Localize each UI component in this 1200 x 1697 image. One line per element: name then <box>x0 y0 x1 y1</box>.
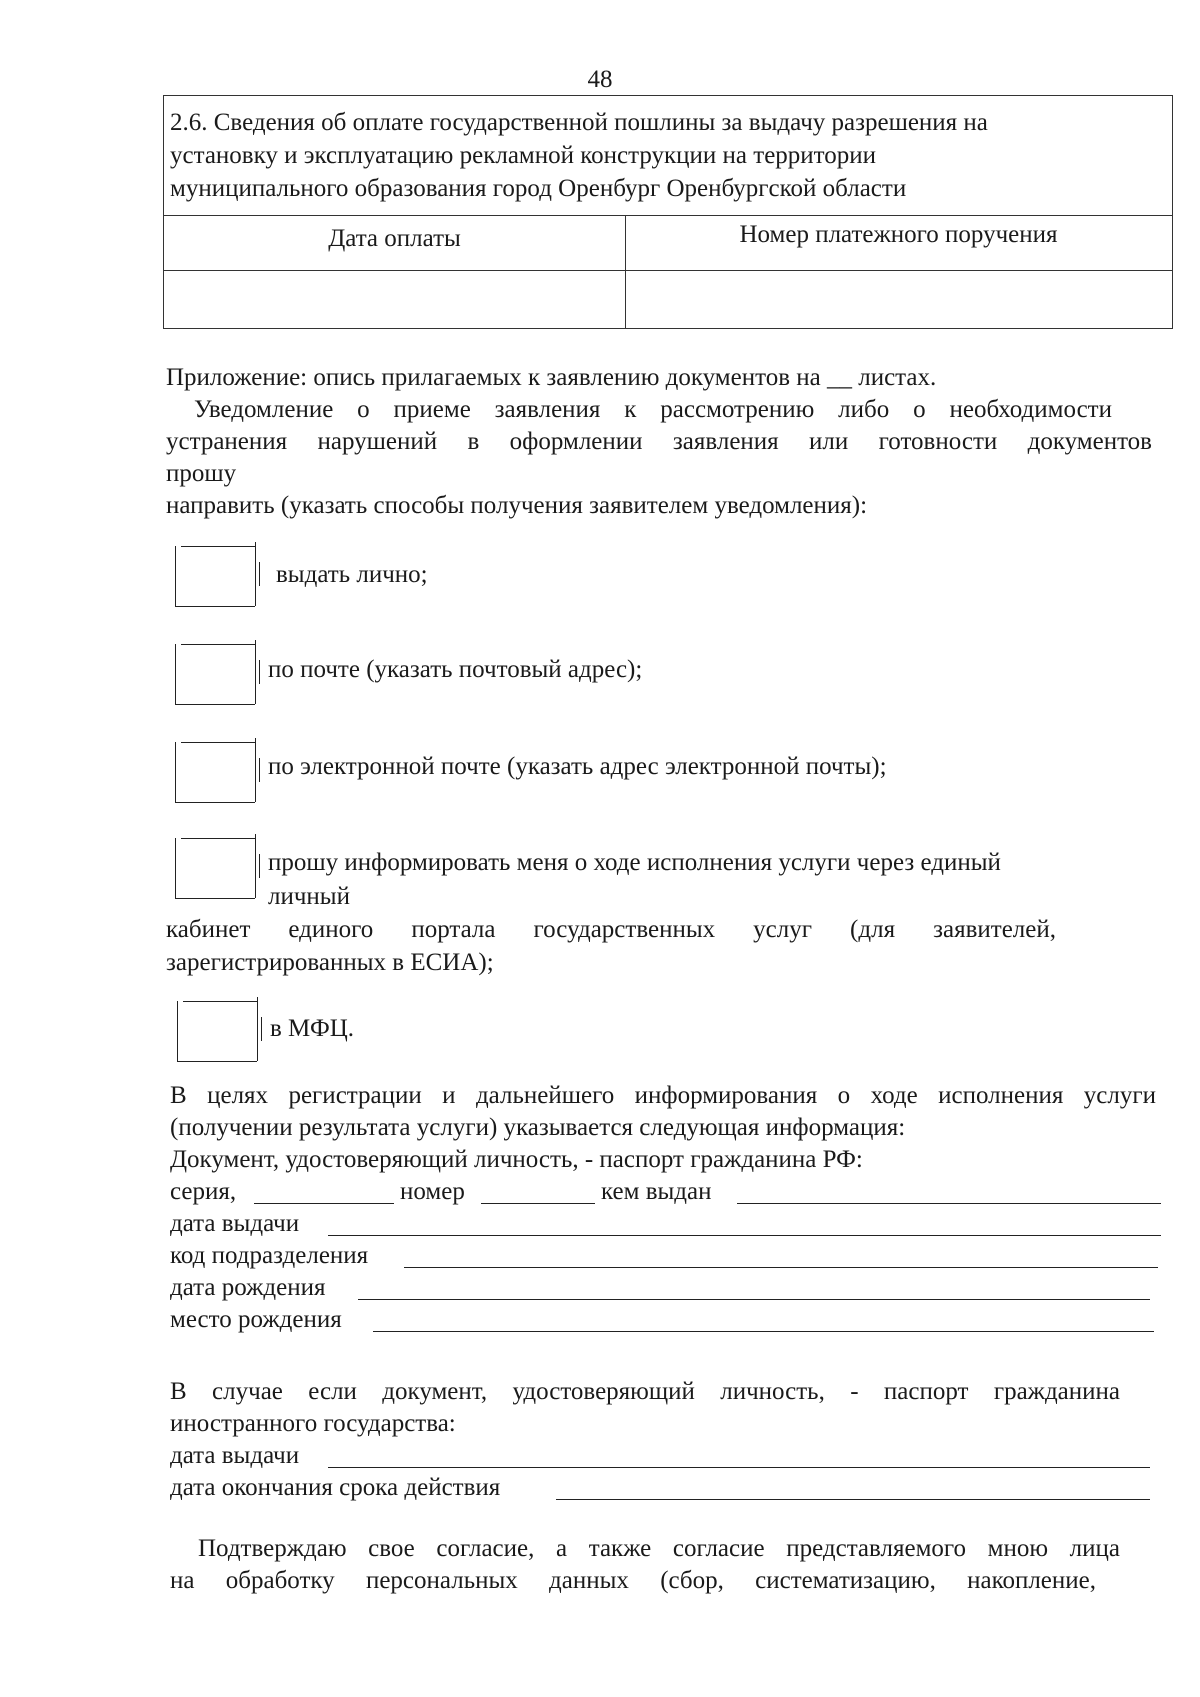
payment-table <box>163 95 1173 329</box>
section-line: установку и эксплуатацию рекламной конструкции на территории <box>170 142 877 169</box>
section-line: 2.6. Сведения об оплате государственной пошлины за выдачу разрешения на <box>170 109 988 136</box>
series-field[interactable] <box>254 1203 394 1204</box>
notice-line: устранения нарушений в оформлении заявления или готовности документов <box>166 428 1152 455</box>
notice-line: Уведомление о приеме заявления к рассмотрению либо о необходимости <box>194 396 1112 423</box>
foreign-issue-date-field[interactable] <box>328 1467 1150 1468</box>
option-portal-label: личный <box>268 883 350 910</box>
number-field[interactable] <box>481 1203 595 1204</box>
checkbox-personal[interactable] <box>175 542 259 608</box>
notice-line: направить (указать способы получения заявителем уведомления): <box>166 492 868 519</box>
registration-line: Документ, удостоверяющий личность, - паспорт гражданина РФ: <box>170 1146 863 1173</box>
checkbox-portal[interactable] <box>175 834 259 900</box>
birth-date-field[interactable] <box>358 1299 1150 1300</box>
table-divider <box>164 270 1172 271</box>
col-header-payment-order-number: Номер платежного поручения <box>739 221 1058 248</box>
issue-date-field[interactable] <box>328 1235 1161 1236</box>
birth-date-label: дата рождения <box>170 1274 326 1301</box>
division-code-label: код подразделения <box>170 1242 369 1269</box>
checkbox-mfc[interactable] <box>177 997 261 1063</box>
option-portal-label: зарегистрированных в ЕСИА); <box>166 949 494 976</box>
foreign-line: В случае если документ, удостоверяющий личность, - паспорт гражданина <box>170 1378 1120 1405</box>
division-code-field[interactable] <box>404 1267 1158 1268</box>
table-divider <box>164 215 1172 216</box>
issued-by-field[interactable] <box>737 1203 1161 1204</box>
birth-place-label: место рождения <box>170 1306 342 1333</box>
payment-order-number-cell[interactable] <box>628 272 1171 326</box>
page-number: 48 <box>587 66 613 93</box>
registration-line: В целях регистрации и дальнейшего информирования о ходе исполнения услуги <box>170 1082 1156 1109</box>
foreign-line: иностранного государства: <box>170 1410 456 1437</box>
consent-line: Подтверждаю свое согласие, а также согласие представляемого мною лица <box>198 1535 1120 1562</box>
issued-by-label: кем выдан <box>601 1178 712 1205</box>
issue-date-label: дата выдачи <box>170 1210 300 1237</box>
notice-line: прошу <box>166 460 237 487</box>
table-section-title <box>170 106 988 205</box>
option-mail-label: по почте (указать почтовый адрес); <box>268 656 643 683</box>
payment-date-cell[interactable] <box>166 272 623 326</box>
section-line: муниципального образования город Оренбург Оренбургской области <box>170 175 907 202</box>
birth-place-field[interactable] <box>373 1331 1154 1332</box>
option-email-label: по электронной почте (указать адрес электронной почты); <box>268 753 887 780</box>
consent-line: на обработку персональных данных (сбор, систематизацию, накопление, <box>170 1567 1096 1594</box>
series-label: серия, <box>170 1178 237 1205</box>
option-portal-label: прошу информировать меня о ходе исполнения услуги через единый <box>268 849 1001 876</box>
option-portal-label: кабинет единого портала государственных услуг (для заявителей, <box>166 916 1056 943</box>
foreign-issue-date-label: дата выдачи <box>170 1442 300 1469</box>
option-mfc-label: в МФЦ. <box>270 1015 355 1042</box>
checkbox-mail[interactable] <box>175 640 259 706</box>
option-personal-label: выдать лично; <box>276 561 428 588</box>
foreign-expiry-label: дата окончания срока действия <box>170 1474 501 1501</box>
number-label: номер <box>400 1178 465 1205</box>
attachment-text: Приложение: опись прилагаемых к заявлению документов на __ листах. <box>166 364 937 391</box>
registration-line: (получении результата услуги) указывается следующая информация: <box>170 1114 906 1141</box>
checkbox-email[interactable] <box>175 738 259 804</box>
col-header-payment-date: Дата оплаты <box>328 225 461 252</box>
foreign-expiry-field[interactable] <box>556 1499 1150 1500</box>
